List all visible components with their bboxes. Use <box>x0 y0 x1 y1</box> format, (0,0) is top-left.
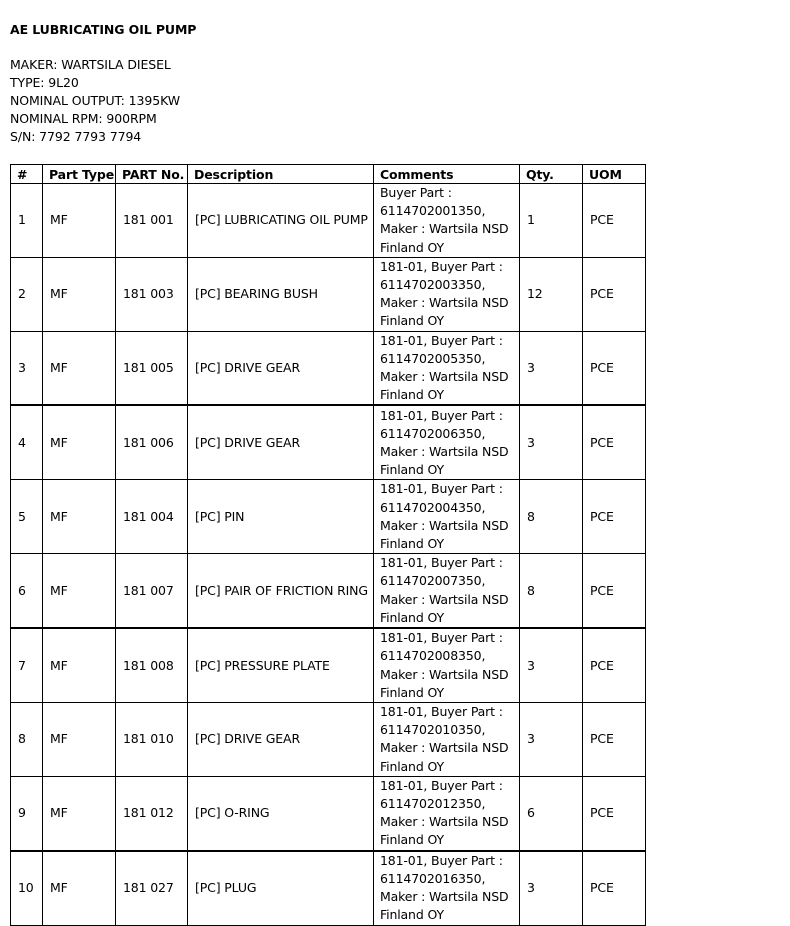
comment-line: Finland OY <box>380 239 444 255</box>
cell-qty: 8 <box>520 554 583 628</box>
comment-line: Maker : Wartsila NSD <box>380 591 509 607</box>
cell-part-no: 181 005 <box>116 331 188 405</box>
cell-qty: 12 <box>520 257 583 331</box>
cell-num: 7 <box>11 628 43 703</box>
table-row <box>11 554 646 628</box>
cell-qty: 1 <box>520 184 583 258</box>
parts-table <box>10 164 646 926</box>
cell-uom: PCE <box>583 628 646 703</box>
cell-num: 9 <box>11 776 43 850</box>
table-header-row <box>11 165 646 184</box>
comment-line: Finland OY <box>380 684 444 700</box>
cell-num: 1 <box>11 184 43 258</box>
cell-description: [PC] DRIVE GEAR <box>188 703 374 777</box>
cell-comments <box>374 851 520 926</box>
table-row <box>11 331 646 405</box>
table-row <box>11 628 646 703</box>
cell-part-no: 181 010 <box>116 703 188 777</box>
comment-line: Finland OY <box>380 832 444 848</box>
cell-uom: PCE <box>583 554 646 628</box>
cell-part-no: 181 007 <box>116 554 188 628</box>
comment-line: 181-01, Buyer Part : <box>380 704 503 720</box>
cell-qty: 3 <box>520 331 583 405</box>
cell-qty: 8 <box>520 480 583 554</box>
cell-part-type: MF <box>43 331 116 405</box>
table-row <box>11 257 646 331</box>
cell-num: 6 <box>11 554 43 628</box>
cell-qty: 3 <box>520 405 583 480</box>
comment-line: Maker : Wartsila NSD <box>380 666 509 682</box>
table-row <box>11 776 646 850</box>
comment-line: Maker : Wartsila NSD <box>380 740 509 756</box>
cell-comments <box>374 628 520 703</box>
cell-uom: PCE <box>583 703 646 777</box>
header-comments: Comments <box>374 165 520 184</box>
cell-num: 8 <box>11 703 43 777</box>
comment-line: Maker : Wartsila NSD <box>380 443 509 459</box>
cell-part-no: 181 006 <box>116 405 188 480</box>
comment-line: Finland OY <box>380 387 444 403</box>
cell-part-no: 181 003 <box>116 257 188 331</box>
cell-uom: PCE <box>583 405 646 480</box>
cell-uom: PCE <box>583 480 646 554</box>
cell-comments <box>374 703 520 777</box>
info-nominal-output: NOMINAL OUTPUT: 1395KW <box>10 93 180 108</box>
cell-comments <box>374 257 520 331</box>
cell-comments <box>374 184 520 258</box>
comment-line: 6114702010350, <box>380 722 486 738</box>
cell-comments <box>374 776 520 850</box>
equipment-info <box>10 56 180 146</box>
comment-line: 181-01, Buyer Part : <box>380 852 503 868</box>
cell-description: [PC] BEARING BUSH <box>188 257 374 331</box>
header-num: # <box>11 165 43 184</box>
info-serial-numbers: S/N: 7792 7793 7794 <box>10 129 142 144</box>
table-row <box>11 480 646 554</box>
cell-num: 5 <box>11 480 43 554</box>
comment-line: 6114702004350, <box>380 499 486 515</box>
cell-comments <box>374 554 520 628</box>
cell-part-no: 181 012 <box>116 776 188 850</box>
cell-num: 4 <box>11 405 43 480</box>
comment-line: 181-01, Buyer Part : <box>380 407 503 423</box>
cell-description: [PC] DRIVE GEAR <box>188 405 374 480</box>
comment-line: 6114702006350, <box>380 425 486 441</box>
cell-uom: PCE <box>583 331 646 405</box>
cell-part-type: MF <box>43 851 116 926</box>
header-description: Description <box>188 165 374 184</box>
info-maker: MAKER: WARTSILA DIESEL <box>10 57 171 72</box>
cell-uom: PCE <box>583 851 646 926</box>
comment-line: 6114702005350, <box>380 350 486 366</box>
cell-description: [PC] DRIVE GEAR <box>188 331 374 405</box>
cell-part-no: 181 027 <box>116 851 188 926</box>
comment-line: Maker : Wartsila NSD <box>380 814 509 830</box>
cell-num: 10 <box>11 851 43 926</box>
cell-part-type: MF <box>43 554 116 628</box>
comment-line: Finland OY <box>380 758 444 774</box>
comment-line: 181-01, Buyer Part : <box>380 555 503 571</box>
comment-line: Finland OY <box>380 536 444 552</box>
cell-part-type: MF <box>43 480 116 554</box>
cell-part-no: 181 004 <box>116 480 188 554</box>
cell-uom: PCE <box>583 776 646 850</box>
header-part-no: PART No. <box>116 165 188 184</box>
comment-line: Maker : Wartsila NSD <box>380 295 509 311</box>
cell-qty: 3 <box>520 851 583 926</box>
table-row <box>11 851 646 926</box>
info-type: TYPE: 9L20 <box>10 75 79 90</box>
cell-comments <box>374 331 520 405</box>
comment-line: 6114702003350, <box>380 277 486 293</box>
comment-line: Finland OY <box>380 609 444 625</box>
cell-uom: PCE <box>583 184 646 258</box>
table-row <box>11 405 646 480</box>
table-row <box>11 184 646 258</box>
comment-line: 6114702016350, <box>380 870 486 886</box>
header-part-type: Part Type <box>43 165 116 184</box>
comment-line: 6114702008350, <box>380 648 486 664</box>
cell-description: [PC] PRESSURE PLATE <box>188 628 374 703</box>
cell-part-type: MF <box>43 184 116 258</box>
cell-description: [PC] O-RING <box>188 776 374 850</box>
comment-line: Maker : Wartsila NSD <box>380 369 509 385</box>
comment-line: 6114702007350, <box>380 573 486 589</box>
comment-line: Finland OY <box>380 462 444 478</box>
cell-part-type: MF <box>43 776 116 850</box>
cell-uom: PCE <box>583 257 646 331</box>
comment-line: 6114702012350, <box>380 796 486 812</box>
cell-part-type: MF <box>43 405 116 480</box>
cell-part-no: 181 001 <box>116 184 188 258</box>
cell-description: [PC] PAIR OF FRICTION RING <box>188 554 374 628</box>
comment-line: 6114702001350, <box>380 203 486 219</box>
comment-line: Maker : Wartsila NSD <box>380 889 509 905</box>
cell-num: 3 <box>11 331 43 405</box>
comment-line: 181-01, Buyer Part : <box>380 481 503 497</box>
cell-description: [PC] PIN <box>188 480 374 554</box>
document-title: AE LUBRICATING OIL PUMP <box>10 22 197 37</box>
comment-line: 181-01, Buyer Part : <box>380 630 503 646</box>
comment-line: Maker : Wartsila NSD <box>380 517 509 533</box>
comment-line: 181-01, Buyer Part : <box>380 332 503 348</box>
cell-part-type: MF <box>43 257 116 331</box>
comment-line: Buyer Part : <box>380 185 452 200</box>
cell-comments <box>374 405 520 480</box>
header-qty: Qty. <box>520 165 583 184</box>
cell-part-type: MF <box>43 703 116 777</box>
comment-line: 181-01, Buyer Part : <box>380 258 503 274</box>
header-uom: UOM <box>583 165 646 184</box>
cell-part-type: MF <box>43 628 116 703</box>
comment-line: 181-01, Buyer Part : <box>380 777 503 793</box>
comment-line: Finland OY <box>380 907 444 923</box>
cell-description: [PC] LUBRICATING OIL PUMP <box>188 184 374 258</box>
comment-line: Maker : Wartsila NSD <box>380 221 509 237</box>
cell-qty: 3 <box>520 628 583 703</box>
cell-comments <box>374 480 520 554</box>
cell-num: 2 <box>11 257 43 331</box>
table-row <box>11 703 646 777</box>
cell-qty: 6 <box>520 776 583 850</box>
comment-line: Finland OY <box>380 313 444 329</box>
cell-part-no: 181 008 <box>116 628 188 703</box>
cell-description: [PC] PLUG <box>188 851 374 926</box>
cell-qty: 3 <box>520 703 583 777</box>
info-nominal-rpm: NOMINAL RPM: 900RPM <box>10 111 157 126</box>
